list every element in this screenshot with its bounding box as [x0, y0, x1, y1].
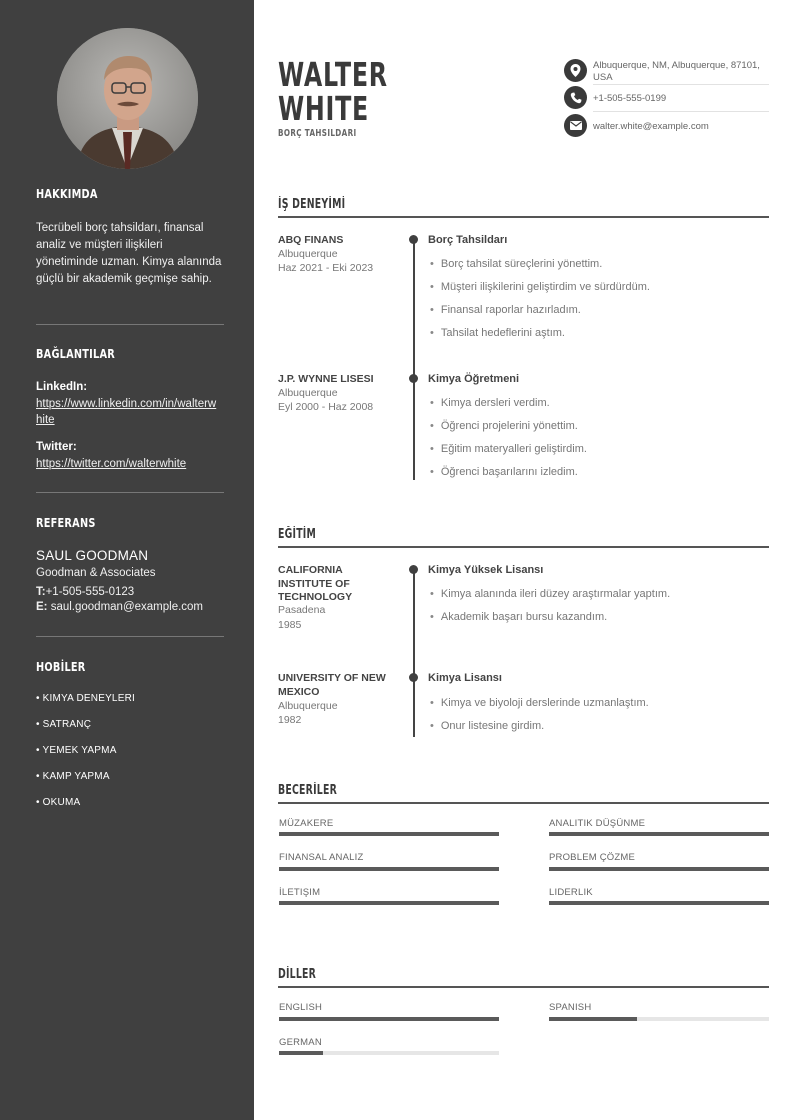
skill-label: LIDERLIK	[549, 887, 593, 898]
school-name: UNIVERSITY OF NEW MEXICO	[278, 672, 386, 698]
skill-bar	[549, 867, 769, 871]
first-name: WALTER	[278, 55, 388, 94]
language-bar	[279, 1051, 499, 1055]
education-bullet: • Kimya ve biyoloji derslerinde uzmanlaştım.	[430, 697, 649, 709]
hobbies-heading: HOBİLER	[36, 659, 86, 674]
job-bullet: • Borç tahsilat süreçlerini yönettim.	[430, 258, 602, 270]
job-bullet: • Öğrenci projelerini yönettim.	[430, 420, 578, 432]
company-location: Albuquerque	[278, 387, 338, 399]
job-bullet: • Kimya dersleri verdim.	[430, 397, 550, 409]
hobby-item: • KIMYA DENEYLERI	[36, 693, 135, 704]
skill-bar	[549, 832, 769, 836]
phone-icon	[564, 86, 587, 109]
education-bullet: • Akademik başarı bursu kazandım.	[430, 611, 607, 623]
skill-bar	[549, 901, 769, 905]
skill-bar-fill	[279, 901, 499, 905]
hobby-item: • SATRANÇ	[36, 719, 92, 730]
education-bullet: • Onur listesine girdim.	[430, 720, 544, 732]
divider	[36, 636, 224, 637]
contact-email: walter.white@example.com	[593, 121, 709, 132]
skill-bar-fill	[279, 832, 499, 836]
phone-value: +1-505-555-0123	[45, 586, 135, 598]
skills-heading: BECERİLER	[278, 783, 337, 798]
skill-label: İLETIŞIM	[279, 887, 321, 898]
timeline-dot	[409, 235, 418, 244]
reference-phone	[36, 586, 134, 598]
education-bullet: • Kimya alanında ileri düzey araştırmalar yaptım.	[430, 588, 670, 600]
location-icon	[564, 59, 587, 82]
contact-phone: +1-505-555-0199	[593, 93, 667, 104]
education-heading: EĞİTİM	[278, 527, 317, 542]
section-rule	[278, 546, 769, 548]
skill-bar-fill	[549, 867, 769, 871]
skill-bar	[279, 867, 499, 871]
email-label: E:	[36, 601, 48, 613]
timeline-dot	[409, 565, 418, 574]
job-dates: Haz 2021 - Eki 2023	[278, 262, 374, 274]
email-icon	[564, 114, 587, 137]
portrait-illustration	[57, 28, 198, 169]
section-rule	[278, 216, 769, 218]
company-location: Albuquerque	[278, 248, 338, 260]
reference-email	[36, 601, 203, 613]
skill-bar-fill	[549, 832, 769, 836]
school-location: Pasadena	[278, 604, 326, 616]
language-label: ENGLISH	[279, 1002, 323, 1013]
language-label: SPANISH	[549, 1002, 592, 1013]
degree-title: Kimya Yüksek Lisansı	[428, 564, 544, 576]
job-title: BORÇ TAHSILDARI	[278, 128, 357, 139]
linkedin-link[interactable]: https://www.linkedin.com/in/walterwhite	[36, 398, 217, 426]
about-text: Tecrübeli borç tahsildarı, finansal analiz ve müşteri ilişkileri yönetiminde uzman. Kimya alanında güçlü bir akademik geçmişe sahip.	[36, 222, 222, 285]
twitter-link[interactable]: https://twitter.com/walterwhite	[36, 458, 187, 470]
language-label: GERMAN	[279, 1037, 322, 1048]
language-bar-fill	[549, 1017, 637, 1021]
language-bar	[279, 1017, 499, 1021]
section-rule	[278, 802, 769, 804]
job-bullet: • Öğrenci başarılarını izledim.	[430, 466, 578, 478]
school-name: CALIFORNIA INSTITUTE OF TECHNOLOGY	[278, 564, 353, 603]
last-name: WHITE	[278, 89, 369, 128]
divider	[593, 84, 769, 85]
phone-label: T:	[36, 586, 46, 598]
hobby-item: • KAMP YAPMA	[36, 771, 110, 782]
linkedin-label: LinkedIn:	[36, 381, 88, 393]
timeline-dot	[409, 673, 418, 682]
job-bullet: • Müşteri ilişkilerini geliştirdim ve sürdürdüm.	[430, 281, 650, 293]
skill-bar	[279, 832, 499, 836]
timeline-dot	[409, 374, 418, 383]
skill-label: ANALITIK DÜŞÜNME	[549, 818, 646, 829]
profile-photo	[57, 28, 198, 169]
twitter-label: Twitter:	[36, 441, 77, 453]
links-heading: BAĞLANTILAR	[36, 346, 116, 361]
job-bullet: • Finansal raporlar hazırladım.	[430, 304, 581, 316]
skill-label: FINANSAL ANALIZ	[279, 852, 364, 863]
language-bar	[549, 1017, 769, 1021]
job-bullet: • Eğitim materyalleri geliştirdim.	[430, 443, 587, 455]
hobby-item: • OKUMA	[36, 797, 81, 808]
company-name: J.P. WYNNE LISESI	[278, 373, 374, 385]
email-value: saul.goodman@example.com	[50, 601, 204, 613]
timeline-line	[413, 570, 415, 737]
timeline-line	[413, 240, 415, 480]
contact-address: Albuquerque, NM, Albuquerque, 87101, USA	[593, 60, 760, 83]
experience-heading: İŞ DENEYİMİ	[278, 197, 346, 212]
skill-bar-fill	[279, 867, 499, 871]
school-year: 1985	[278, 619, 302, 631]
degree-title: Kimya Lisansı	[428, 672, 502, 684]
job-role: Kimya Öğretmeni	[428, 373, 520, 385]
language-bar-fill	[279, 1051, 323, 1055]
reference-name: SAUL GOODMAN	[36, 548, 149, 563]
job-role: Borç Tahsildarı	[428, 234, 508, 246]
school-year: 1982	[278, 714, 302, 726]
skill-label: PROBLEM ÇÖZME	[549, 852, 635, 863]
divider	[593, 111, 769, 112]
reference-heading: REFERANS	[36, 515, 96, 530]
skill-bar	[279, 901, 499, 905]
school-location: Albuquerque	[278, 700, 338, 712]
company-name: ABQ FINANS	[278, 234, 344, 246]
skill-label: MÜZAKERE	[279, 818, 334, 829]
skill-bar-fill	[549, 901, 769, 905]
section-rule	[278, 986, 769, 988]
job-dates: Eyl 2000 - Haz 2008	[278, 401, 374, 413]
about-heading: HAKKIMDA	[36, 186, 98, 201]
hobby-item: • YEMEK YAPMA	[36, 745, 117, 756]
divider	[36, 324, 224, 325]
language-bar-fill	[279, 1017, 499, 1021]
divider	[36, 492, 224, 493]
languages-heading: DİLLER	[278, 967, 317, 982]
reference-company: Goodman & Associates	[36, 567, 156, 579]
job-bullet: • Tahsilat hedeflerini aştım.	[430, 327, 565, 339]
sidebar	[0, 0, 254, 1120]
